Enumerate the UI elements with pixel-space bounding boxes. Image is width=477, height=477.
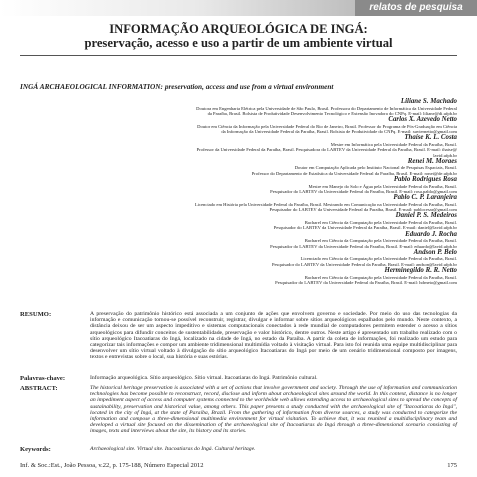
author-name: Carlos X. Azevedo Netto [388,116,457,124]
author-affiliation: Licenciado em Ciência da Computação pela Universidade Federal da Paraíba, Brasil. [300,256,457,262]
author-affiliation: da Paraíba, Brasil. Bolsista de Produtividade Desenvolvimento Tecnológico e Extensão Inovadora do CNPq. E-mail: liliane@di.ufpb.br [207,110,457,116]
author-block [20,98,457,116]
abstract-label: ABSTRACT: [20,385,58,392]
author-affiliation: Bacharel em Ciência da Computação pela Universidade Federal da Paraíba, Brasil. [304,220,457,226]
author-affiliation: Doutora em Engenharia Elétrica pela Universidade de São Paulo, Brasil. Professora do Departamento de Informática da Universidade Federal [196,105,457,111]
author-affiliation: Mestre em Manejo do Solo e Água pela Universidade Federal da Paraíba, Brasil. [308,183,457,189]
article-title [20,22,457,50]
author-affiliation: Pesquisador do LABTEV da Universidade Federal da Paraíba, Brasil. E-mail: andson@lavid.ufpb.br [271,261,457,267]
author-name: Liliane S. Machado [400,98,457,105]
author-affiliation: Doutor em Computação Aplicada pelo Instituto Nacional de Pesquisas Espaciais, Brasil. [294,165,457,171]
resumo-label: RESUMO: [20,311,52,318]
author-affiliation: lavid.ufpb.br [433,152,457,158]
author-name: Pablo Rodrigues Rosa [393,176,457,184]
article-title-line2: preservação, acesso e uso a partir de um ambiente virtual [84,36,393,50]
author-block [20,116,457,134]
author-name: Thaíse K. L. Costa [404,134,457,142]
keywords-label: Keywords: [20,446,51,453]
author-block [20,194,457,212]
author-affiliation: Professor do Departamento de Estatística da Universidade Federal da Paraíba, Brasil. E-mail: ronei@de.ufpb.br [251,170,457,176]
author-affiliation: Pesquisador do LABTEV da Universidade Federal da Paraíba, Brasil. E-mail: daniel@lavid.ufpb.br [273,225,457,231]
palavras-chave-label: Palavras-chave: [20,375,66,382]
author-affiliation: Pesquisador do LABTEV da Universidade Federal da Paraíba, Brasil. E-mail: pablocesar@gmail.com [269,207,457,213]
author-block [20,212,457,230]
author-affiliation: Pesquisador do LABTEV da Universidade Federal da Paraíba, Brasil. E-mail: hdrneto@gmail.com [275,279,457,285]
resumo-text: A preservação do patrimônio histórico está associada a um conjunto de ações que envolvem governo e sociedade. Por meio do uso das tecnologias da informação e comunicação tornou-se possível reconstruir, registrar, divulgar e informar sobre sítios arqueológicos espalhados pelo mundo. Neste contexto, a distância deixou de ser um aspecto impeditivo e sistemas computacionais conectados à rede mundial de computadores permitem estender o acesso a sítios arqueológicos para difundir conceitos de sustentabilidade, preservação e valor histórico, dentre outros. Neste artigo é apresentado um trabalho realizado com o sítio arqueológico Itacoatiaras do Ingá, localizado na cidade de Ingá, no estado da Paraíba. A partir da coleta de informações, foi realizado um estudo para categorizar tais informações e compor um ambiente tridimensional multimídia voltado à visitação virtual. Para isto foi reunida uma equipe multidisciplinar para desenvolver um sítio virtual voltado à divulgação do sítio arqueológico Itacoatiaras do Ingá por meio de um cenário tridimensional composto por imagens, textos e entrevistas sobre o local, sua história e suas estórias. [90,311,457,361]
header-bar [0,0,477,16]
author-affiliation: Professor da Universidade Federal da Paraíba, Brasil. Pesquisadora do LABTEV da Universidade Federal da Paraíba, Brasil. E-mail: thaise@ [196,147,457,153]
page-number: 175 [447,462,457,469]
author-block [20,176,457,194]
author-block [20,267,457,285]
author-block [20,231,457,249]
keywords-text: Archaeological site. Virtual site. Itacoatiaras do Ingá. Cultural heritage. [90,446,256,452]
author-affiliation: Pesquisador do LABTEV da Universidade Federal da Paraíba, Brasil. E-mail: rosa.pablo@gmail.com [270,188,457,194]
title-divider [20,55,457,56]
article-title-line1: INFORMAÇÃO ARQUEOLÓGICA DE INGÁ: [109,22,368,36]
author-name: Pablo C. P. Laranjeira [393,194,457,202]
author-block [20,158,457,176]
author-affiliation: da Informação da Universidade Federal da Paraíba, Brasil. Bolsista de Produtividade do CNPq. E-mail: xaviernetto@gmail.com [221,129,457,135]
author-affiliation: Pesquisador do LABTEV da Universidade Federal da Paraíba, Brasil. E-mail: eduardo@lavid.ufpb.br [270,243,457,249]
author-affiliation: Bacharel em Ciência da Computação pela Universidade Federal da Paraíba, Brasil. [304,238,457,244]
english-title: INGÁ ARCHAEOLOGICAL INFORMATION: preservation, access and use from a virtual environment [20,82,334,91]
palavras-chave-text: Informação arqueológica. Sítio arqueológico. Sítio virtual. Itacoatiaras do Ingá. Patrimônio cultural. [90,375,318,381]
author-affiliation: Doutor em Ciência da Informação pela Universidade Federal do Rio de Janeiro, Brasil. Professor do Programa de Pós-Graduação em Ciência [197,123,457,129]
author-block [20,249,457,267]
section-tab: relatos de pesquisa [355,0,477,16]
author-affiliation: Licenciado em História pela Universidade Federal da Paraíba, Brasil. Mestrando em Comunicação na Universidade Federal da Paraíba, Brasil. [194,201,457,207]
author-name: Andson P. Belo [413,248,457,256]
author-affiliation: Bacharel em Ciência da Computação pela Universidade Federal da Paraíba, Brasil. [304,274,457,280]
author-list [20,98,457,285]
abstract-text: The historical heritage preservation is associated with a set of actions that involve government and society. Through the use of information and communication technologies has become possible to reconstruct, record, disclose and inform about archaeological sites around the world. In this context, distance is no longer an impediment aspect of access and computer systems connected to the worldwide web allows extending access to archaeological sites to spread the concepts of sustainability, preservation and historical value, among others. This paper presents a study conducted with the archaeological site of "Itacoatiaras do Ingá", located in the city of Ingá, at the state of Paraíba, Brazil. From the gathering of information from diverse sources, a study was conducted to categorize the information and compose a three-dimensional multimedia environment for virtual visitation. To achieve that, it was reunited a multidisciplinary team and developed a virtual site focused on the dissemination of the archaeological site of Itacoatiaras do Ingá through a three-dimensional scenario consisting of images, texts and interviews about the site, its history and its stories. [90,385,457,435]
footer-citation: Inf. & Soc.:Est., João Pessoa, v.22, p. 175-188, Número Especial 2012 [20,462,204,469]
author-name: Eduardo J. Rocha [405,230,457,238]
header-gradient-stripe [0,0,360,16]
author-name: Herminegildo R. R. Netto [384,266,457,274]
author-block [20,134,457,157]
author-name: Renei M. Moraes [407,157,457,165]
author-affiliation: Mestre em Informática pela Universidade Federal da Paraíba, Brasil. [330,141,457,147]
author-name: Daniel P. S. Medeiros [395,212,457,220]
